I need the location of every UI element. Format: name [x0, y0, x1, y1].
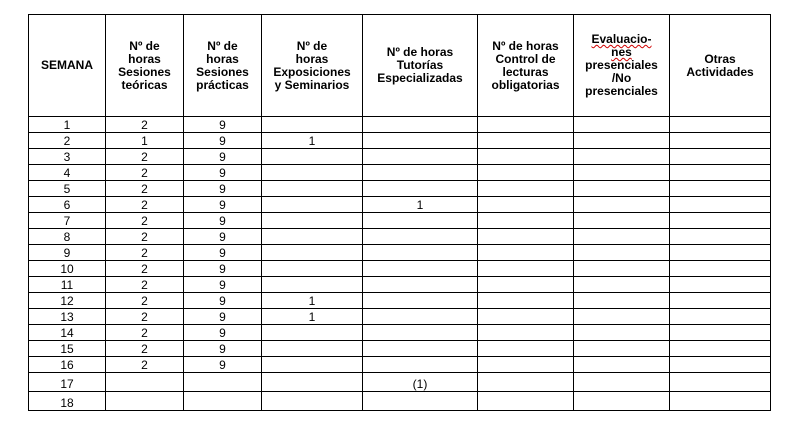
cell-teoricas: 2 [106, 309, 184, 325]
cell-otras [670, 357, 771, 373]
cell-exposiciones [262, 149, 363, 165]
cell-semana: 6 [29, 197, 106, 213]
cell-exposiciones [262, 261, 363, 277]
cell-practicas [184, 373, 262, 392]
table-row [29, 373, 771, 392]
cell-teoricas: 2 [106, 341, 184, 357]
cell-tutorias [363, 277, 478, 293]
cell-teoricas: 2 [106, 261, 184, 277]
cell-practicas: 9 [184, 165, 262, 181]
cell-lecturas [478, 229, 574, 245]
cell-semana: 11 [29, 277, 106, 293]
cell-exposiciones [262, 392, 363, 411]
table-row [29, 213, 771, 229]
cell-evaluaciones [574, 117, 670, 133]
cell-tutorias [363, 117, 478, 133]
cell-semana: 7 [29, 213, 106, 229]
cell-tutorias [363, 229, 478, 245]
cell-tutorias [363, 392, 478, 411]
cell-exposiciones [262, 357, 363, 373]
cell-evaluaciones [574, 357, 670, 373]
cell-exposiciones [262, 373, 363, 392]
cell-exposiciones [262, 245, 363, 261]
cell-otras [670, 165, 771, 181]
cell-practicas: 9 [184, 261, 262, 277]
cell-semana: 9 [29, 245, 106, 261]
cell-practicas: 9 [184, 277, 262, 293]
cell-otras [670, 213, 771, 229]
cell-exposiciones [262, 117, 363, 133]
cell-teoricas: 2 [106, 245, 184, 261]
cell-evaluaciones [574, 373, 670, 392]
cell-lecturas [478, 197, 574, 213]
cell-exposiciones [262, 181, 363, 197]
table-row [29, 261, 771, 277]
cell-practicas: 9 [184, 197, 262, 213]
cell-teoricas [106, 373, 184, 392]
cell-otras [670, 133, 771, 149]
cell-evaluaciones [574, 325, 670, 341]
cell-otras [670, 229, 771, 245]
header-otras-actividades: Otras Actividades [670, 15, 771, 117]
cell-semana: 2 [29, 133, 106, 149]
cell-semana: 10 [29, 261, 106, 277]
cell-practicas: 9 [184, 341, 262, 357]
cell-lecturas [478, 277, 574, 293]
cell-evaluaciones [574, 245, 670, 261]
cell-lecturas [478, 181, 574, 197]
cell-exposiciones [262, 325, 363, 341]
cell-otras [670, 392, 771, 411]
cell-practicas: 9 [184, 325, 262, 341]
cell-tutorias: 1 [363, 197, 478, 213]
table-row [29, 341, 771, 357]
cell-otras [670, 149, 771, 165]
cell-evaluaciones [574, 261, 670, 277]
cell-semana: 15 [29, 341, 106, 357]
table-row [29, 181, 771, 197]
cell-practicas: 9 [184, 149, 262, 165]
table-row [29, 277, 771, 293]
cell-teoricas: 2 [106, 117, 184, 133]
cell-otras [670, 293, 771, 309]
cell-practicas [184, 392, 262, 411]
cell-lecturas [478, 133, 574, 149]
header-semana: SEMANA [29, 15, 106, 117]
table-row [29, 392, 771, 411]
cell-tutorias [363, 245, 478, 261]
table-row [29, 229, 771, 245]
cell-practicas: 9 [184, 357, 262, 373]
cell-semana: 17 [29, 373, 106, 392]
cell-teoricas: 1 [106, 133, 184, 149]
cell-otras [670, 341, 771, 357]
cell-teoricas: 2 [106, 213, 184, 229]
cell-practicas: 9 [184, 213, 262, 229]
cell-evaluaciones [574, 165, 670, 181]
cell-tutorias [363, 341, 478, 357]
cell-teoricas [106, 392, 184, 411]
cell-tutorias [363, 165, 478, 181]
cell-semana: 1 [29, 117, 106, 133]
cell-otras [670, 181, 771, 197]
cell-tutorias [363, 357, 478, 373]
cell-teoricas: 2 [106, 149, 184, 165]
cell-otras [670, 277, 771, 293]
cell-evaluaciones [574, 392, 670, 411]
cell-teoricas: 2 [106, 357, 184, 373]
cell-otras [670, 309, 771, 325]
cell-semana: 12 [29, 293, 106, 309]
header-tutorias-especializadas: Nº de horas Tutorías Especializadas [363, 15, 478, 117]
cell-practicas: 9 [184, 293, 262, 309]
cell-tutorias: (1) [363, 373, 478, 392]
cell-evaluaciones [574, 213, 670, 229]
header-control-lecturas: Nº de horas Control de lecturas obligatorias [478, 15, 574, 117]
cell-otras [670, 325, 771, 341]
cell-exposiciones [262, 229, 363, 245]
cell-lecturas [478, 392, 574, 411]
cell-tutorias [363, 213, 478, 229]
cell-evaluaciones [574, 149, 670, 165]
cell-practicas: 9 [184, 133, 262, 149]
cell-exposiciones [262, 213, 363, 229]
header-sesiones-practicas: Nº de horas Sesiones prácticas [184, 15, 262, 117]
cell-lecturas [478, 117, 574, 133]
cell-teoricas: 2 [106, 277, 184, 293]
cell-tutorias [363, 149, 478, 165]
cell-exposiciones: 1 [262, 133, 363, 149]
cell-otras [670, 373, 771, 392]
header-evaluaciones: Evaluacio- nes presenciales /No presenciales [574, 15, 670, 117]
cell-exposiciones [262, 277, 363, 293]
cell-otras [670, 245, 771, 261]
cell-tutorias [363, 325, 478, 341]
cell-teoricas: 2 [106, 293, 184, 309]
cell-exposiciones [262, 165, 363, 181]
cell-otras [670, 197, 771, 213]
cell-exposiciones [262, 341, 363, 357]
cell-lecturas [478, 213, 574, 229]
cell-practicas: 9 [184, 309, 262, 325]
header-exposiciones-seminarios: Nº de horas Exposiciones y Seminarios [262, 15, 363, 117]
table-row [29, 357, 771, 373]
cell-evaluaciones [574, 133, 670, 149]
cell-tutorias [363, 309, 478, 325]
cell-evaluaciones [574, 181, 670, 197]
cell-tutorias [363, 293, 478, 309]
cell-semana: 5 [29, 181, 106, 197]
table-row [29, 165, 771, 181]
cell-teoricas: 2 [106, 229, 184, 245]
cell-lecturas [478, 261, 574, 277]
cell-lecturas [478, 325, 574, 341]
cell-lecturas [478, 357, 574, 373]
cell-evaluaciones [574, 309, 670, 325]
cell-semana: 8 [29, 229, 106, 245]
cell-teoricas: 2 [106, 197, 184, 213]
table-row [29, 293, 771, 309]
cell-lecturas [478, 341, 574, 357]
cell-practicas: 9 [184, 117, 262, 133]
cell-semana: 4 [29, 165, 106, 181]
cell-semana: 16 [29, 357, 106, 373]
cell-lecturas [478, 293, 574, 309]
cell-teoricas: 2 [106, 165, 184, 181]
cell-evaluaciones [574, 293, 670, 309]
header-row [29, 15, 771, 117]
weekly-hours-table [28, 14, 771, 411]
cell-evaluaciones [574, 341, 670, 357]
cell-exposiciones: 1 [262, 309, 363, 325]
table-row [29, 245, 771, 261]
cell-lecturas [478, 165, 574, 181]
cell-lecturas [478, 373, 574, 392]
cell-otras [670, 261, 771, 277]
cell-semana: 14 [29, 325, 106, 341]
cell-teoricas: 2 [106, 325, 184, 341]
cell-otras [670, 117, 771, 133]
cell-evaluaciones [574, 277, 670, 293]
cell-semana: 13 [29, 309, 106, 325]
cell-exposiciones: 1 [262, 293, 363, 309]
cell-tutorias [363, 181, 478, 197]
table-row [29, 149, 771, 165]
table-row [29, 309, 771, 325]
cell-lecturas [478, 245, 574, 261]
cell-tutorias [363, 133, 478, 149]
cell-practicas: 9 [184, 245, 262, 261]
cell-teoricas: 2 [106, 181, 184, 197]
cell-evaluaciones [574, 229, 670, 245]
table-row [29, 325, 771, 341]
cell-evaluaciones [574, 197, 670, 213]
table-row [29, 117, 771, 133]
table-body [29, 117, 771, 411]
table-row [29, 197, 771, 213]
cell-lecturas [478, 149, 574, 165]
header-sesiones-teoricas: Nº de horas Sesiones teóricas [106, 15, 184, 117]
cell-semana: 18 [29, 392, 106, 411]
cell-semana: 3 [29, 149, 106, 165]
table-row [29, 133, 771, 149]
cell-practicas: 9 [184, 229, 262, 245]
cell-exposiciones [262, 197, 363, 213]
cell-tutorias [363, 261, 478, 277]
cell-practicas: 9 [184, 181, 262, 197]
cell-lecturas [478, 309, 574, 325]
